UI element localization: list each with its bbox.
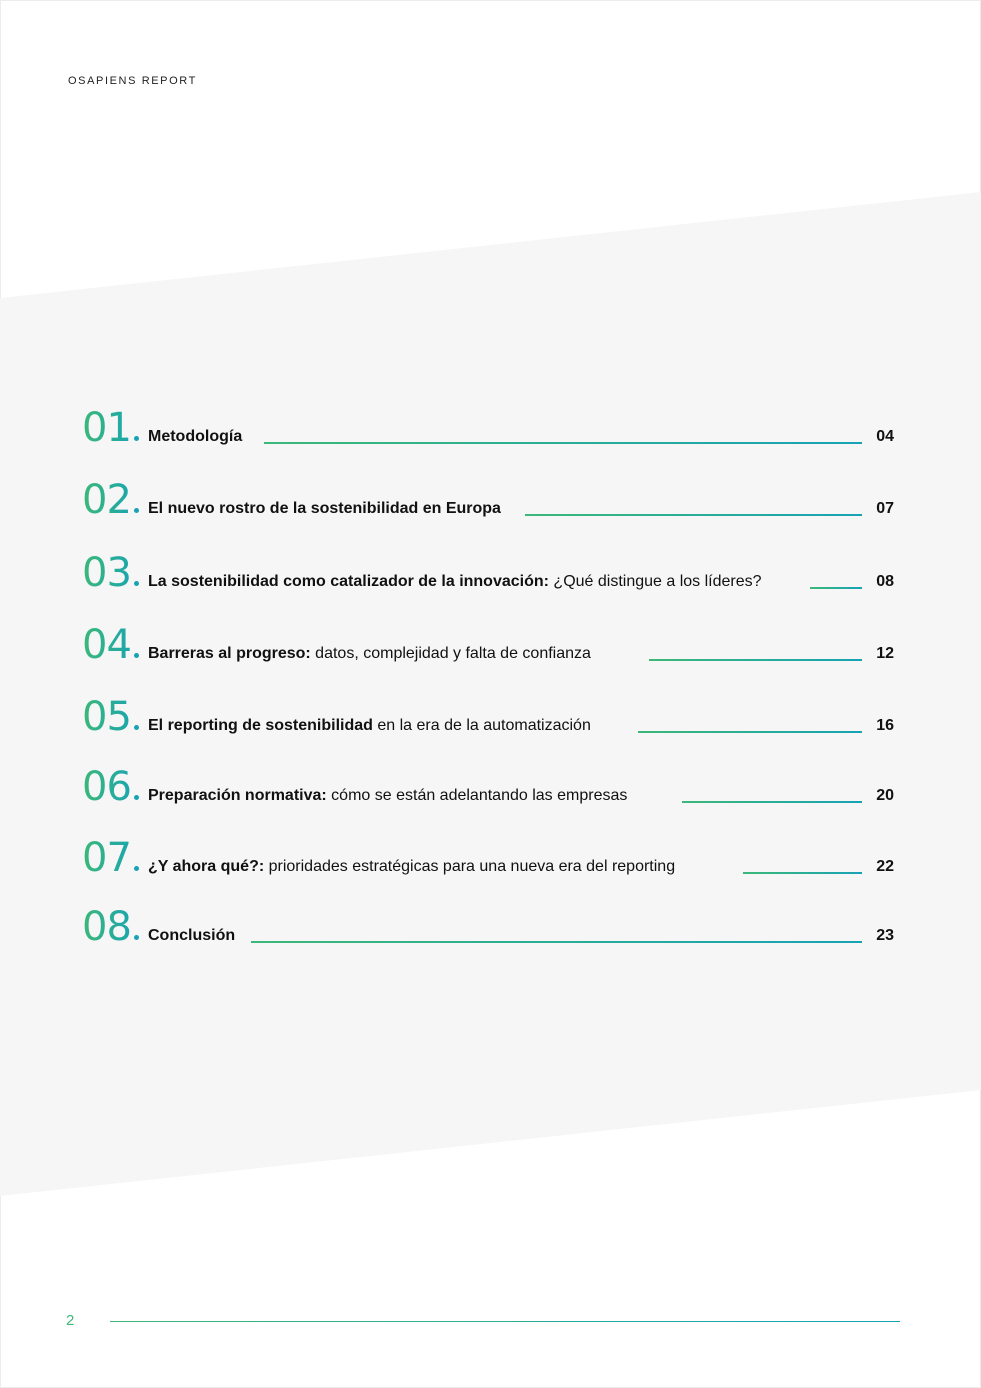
toc-title-bold: ¿Y ahora qué?: <box>148 858 265 875</box>
toc-title-rest: cómo se están adelantando las empresas <box>326 787 628 804</box>
toc-title <box>148 428 242 446</box>
toc-page-number: 12 <box>876 645 894 662</box>
toc-dot <box>134 653 139 658</box>
toc-title <box>148 500 501 518</box>
toc-number <box>82 835 139 881</box>
toc-row[interactable] <box>82 617 894 668</box>
toc-title <box>148 927 235 945</box>
toc-dot <box>134 795 139 800</box>
toc-number-text: 06 <box>82 764 131 810</box>
toc-leader-line <box>264 442 862 444</box>
footer-rule <box>110 1321 900 1322</box>
toc-dot <box>134 935 139 940</box>
toc-title <box>148 573 762 591</box>
toc-leader-line <box>525 514 862 516</box>
toc-title-rest: datos, complejidad y falta de confianza <box>310 645 591 662</box>
toc-title-bold: Conclusión <box>148 927 236 944</box>
toc-leader-line <box>649 659 862 661</box>
toc-title <box>148 858 675 876</box>
toc-title <box>148 717 591 735</box>
toc-title-bold: La sostenibilidad como catalizador de la innovación: <box>148 573 549 590</box>
toc-dot <box>134 866 139 871</box>
toc-number-text: 02 <box>82 477 131 523</box>
toc-number-text: 07 <box>82 835 131 881</box>
toc-leader-line <box>251 941 862 943</box>
toc-leader-line <box>743 872 862 874</box>
toc-dot <box>134 436 139 441</box>
toc-row[interactable] <box>82 400 894 451</box>
toc-number <box>82 622 139 668</box>
toc-row[interactable] <box>82 545 894 596</box>
toc-leader-line <box>810 587 862 589</box>
toc-number-text: 04 <box>82 622 131 668</box>
toc-title-bold: Preparación normativa: <box>148 787 327 804</box>
toc-page-number: 16 <box>876 717 894 734</box>
toc-number <box>82 477 139 523</box>
report-label: OSAPIENS REPORT <box>68 75 197 87</box>
toc-number-text: 08 <box>82 904 131 950</box>
toc-page-number: 23 <box>876 927 894 944</box>
toc-number <box>82 904 139 950</box>
footer-page-number: 2 <box>66 1312 75 1329</box>
toc-number <box>82 550 139 596</box>
toc-number <box>82 694 139 740</box>
toc-page-number: 07 <box>876 500 894 517</box>
toc-number-text: 03 <box>82 550 131 596</box>
toc-dot <box>134 508 139 513</box>
toc-title-bold: El reporting de sostenibilidad <box>148 717 373 734</box>
toc-title <box>148 787 627 805</box>
toc-title-rest: prioridades estratégicas para una nueva era del reporting <box>264 858 676 875</box>
toc-number-text: 05 <box>82 694 131 740</box>
toc-title <box>148 645 591 663</box>
toc-page-number: 22 <box>876 858 894 875</box>
toc-title-bold: Metodología <box>148 428 243 445</box>
toc-page-number: 20 <box>876 787 894 804</box>
toc-leader-line <box>638 731 862 733</box>
toc-number-text: 01 <box>82 405 131 451</box>
toc-page-number: 04 <box>876 428 894 445</box>
toc-leader-line <box>682 801 862 803</box>
toc-dot <box>134 725 139 730</box>
toc-title-bold: Barreras al progreso: <box>148 645 311 662</box>
toc-row[interactable] <box>82 830 894 881</box>
toc-row[interactable] <box>82 689 894 740</box>
toc-number <box>82 405 139 451</box>
toc-page-number: 08 <box>876 573 894 590</box>
toc-title-rest: en la era de la automatización <box>372 717 591 734</box>
toc-row[interactable] <box>82 899 894 950</box>
toc-title-rest: ¿Qué distingue a los líderes? <box>548 573 762 590</box>
toc-dot <box>134 581 139 586</box>
toc-row[interactable] <box>82 472 894 523</box>
toc-number <box>82 764 139 810</box>
toc-row[interactable] <box>82 759 894 810</box>
toc-title-bold: El nuevo rostro de la sostenibilidad en Europa <box>148 500 501 517</box>
